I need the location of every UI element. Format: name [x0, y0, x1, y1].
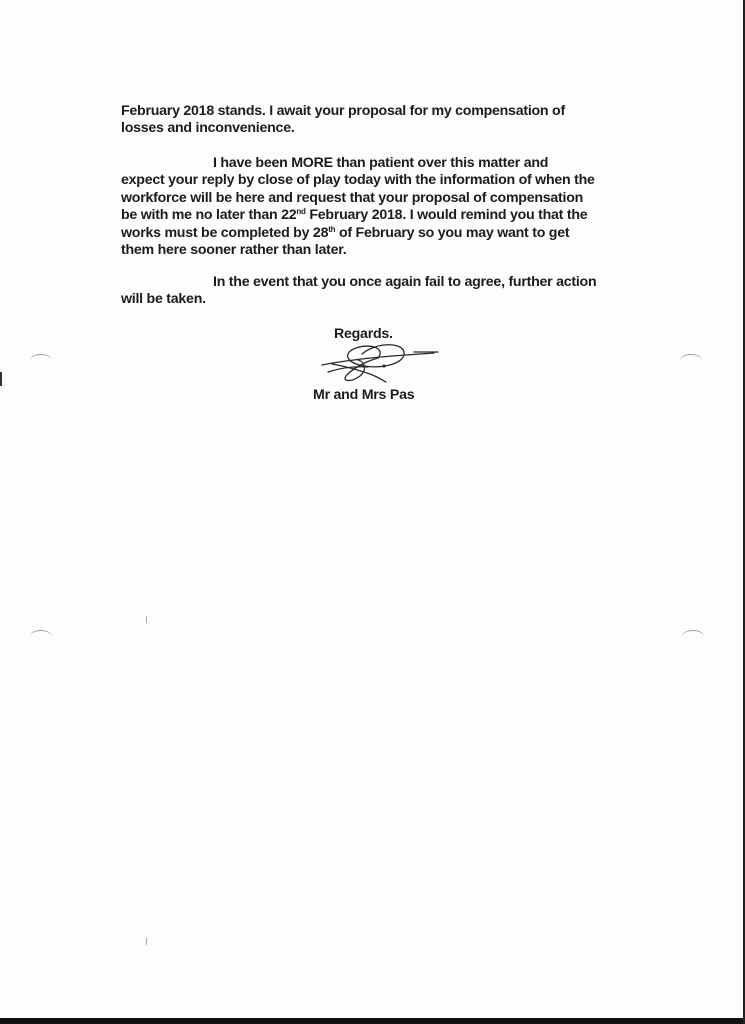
paragraph-further-action [121, 274, 621, 309]
text-line: February 2018 stands. I await your proposal for my compensation of [121, 103, 565, 119]
text-line: losses and inconvenience. [121, 120, 295, 137]
scan-edge-bottom [0, 1018, 745, 1024]
text-line [121, 274, 621, 291]
scan-speck [146, 616, 147, 623]
scan-edge-left-mark [0, 372, 2, 386]
text-line-content: I have been MORE than patient over this matter and [213, 155, 549, 171]
scan-speck [146, 938, 147, 945]
signatory-names: Mr and Mrs Pas [313, 387, 415, 403]
text-line: workforce will be here and request that your proposal of compensation [121, 189, 584, 206]
paragraph-patience [121, 155, 621, 259]
paragraph-compensation [121, 103, 601, 138]
text-line: them here sooner rather than later. [121, 242, 347, 259]
closing-regards: Regards. [334, 326, 393, 342]
ordinal-suffix: nd [296, 207, 306, 217]
handwritten-signature [318, 336, 440, 386]
text-line: expect your reply by close of play today with the information of when the [121, 172, 595, 189]
punch-hole-mark-right-upper [680, 354, 702, 367]
punch-hole-mark-left-lower [30, 630, 52, 643]
text-line [121, 155, 621, 172]
punch-hole-mark-right-lower [682, 630, 704, 643]
text-line: will be taken. [121, 291, 206, 308]
text-line [121, 207, 621, 224]
text-segment: of February so you may want to get [335, 224, 570, 241]
text-segment: works must be completed by 28 [121, 224, 329, 241]
punch-hole-mark-left-upper [30, 354, 52, 367]
ordinal-suffix: th [328, 224, 336, 234]
text-line-content: In the event that you once again fail to agree, further action [213, 274, 597, 290]
text-line [121, 225, 621, 242]
text-segment: February 2018. I would remind you that the [305, 207, 588, 224]
text-segment: be with me no later than 22 [121, 207, 297, 224]
